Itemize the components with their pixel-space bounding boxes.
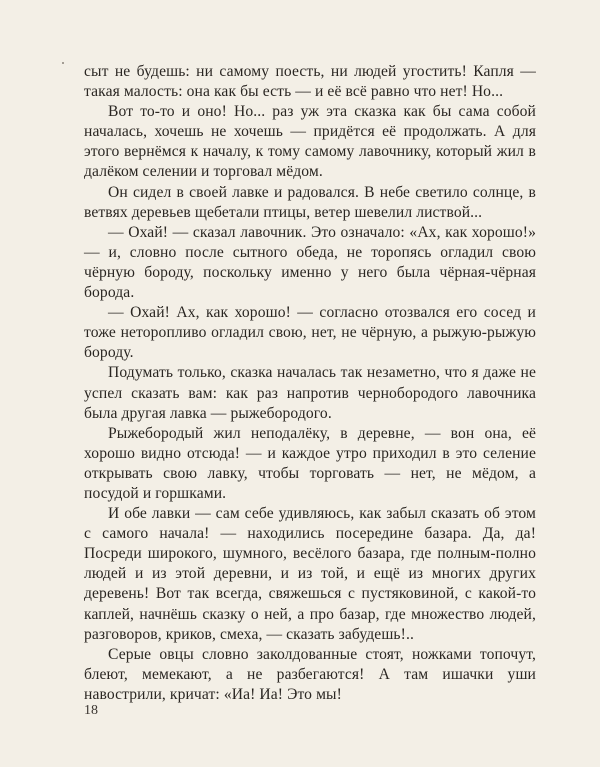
paragraph-5: — Охай! Ах, как хорошо! — согласно отозвался его сосед и тоже неторопливо огладил свою, нет, не чёрную, а рыжую-рыжую бороду. bbox=[84, 304, 536, 362]
paragraph-8: И обе лавки — сам себе удивляюсь, как забыл сказать об этом с самого начала! — находились посередине базара. Да, да! Посреди широкого, шумного, весёлого базара, где полным-полно людей и из этой деревни, и из той, и ещё из многих других деревень! Вот так всегда, свяжешься с пустяковиной, с какой-то каплей, начнёшь сказку о ней, а про базар, где множество людей, разговоров, криков, смеха, — сказать забудешь!.. bbox=[84, 505, 536, 643]
paragraph-3: Он сидел в своей лавке и радовался. В небе светило солнце, в ветвях деревьев щебетали птицы, ветер шевелил листвой... bbox=[84, 183, 536, 221]
paragraph-2: Вот то-то и оно! Но... раз уж эта сказка как бы сама собой началась, хочешь не хочешь — придётся её продолжать. А для этого вернёмся к началу, к тому самому лавочнику, который жил в далёком селении и торговал мёдом. bbox=[84, 103, 536, 181]
story-text bbox=[84, 62, 536, 705]
paragraph-9: Серые овцы словно заколдованные стоят, ножками топочут, блеют, мемекают, а не разбегаются! А там ишачки уши навострили, кричат: «Иа! Иа! Это мы! bbox=[84, 645, 536, 703]
paragraph-1: сыт не будешь: ни самому поесть, ни людей угостить! Капля — такая малость: она как бы есть — и её всё равно что нет! Но... bbox=[84, 63, 536, 101]
print-speck bbox=[62, 62, 64, 64]
page-number: 18 bbox=[84, 703, 98, 718]
paragraph-7: Рыжебородый жил неподалёку, в деревне, — вон она, её хорошо видно отсюда! — и каждое утро приходил в это селение открывать свою лавку, чтобы торговать — нет, не мёдом, а посудой и горшками. bbox=[84, 424, 536, 502]
paragraph-4: — Охай! — сказал лавочник. Это означало: «Ах, как хорошо!» — и, словно после сытного обеда, не торопясь огладил свою чёрную бороду, поскольку именно у него была чёрная-чёрная борода. bbox=[84, 223, 536, 302]
paragraph-6: Подумать только, сказка началась так незаметно, что я даже не успел сказать вам: как раз напротив чернобородого лавочника была другая лавка — рыжебородого. bbox=[84, 364, 536, 422]
